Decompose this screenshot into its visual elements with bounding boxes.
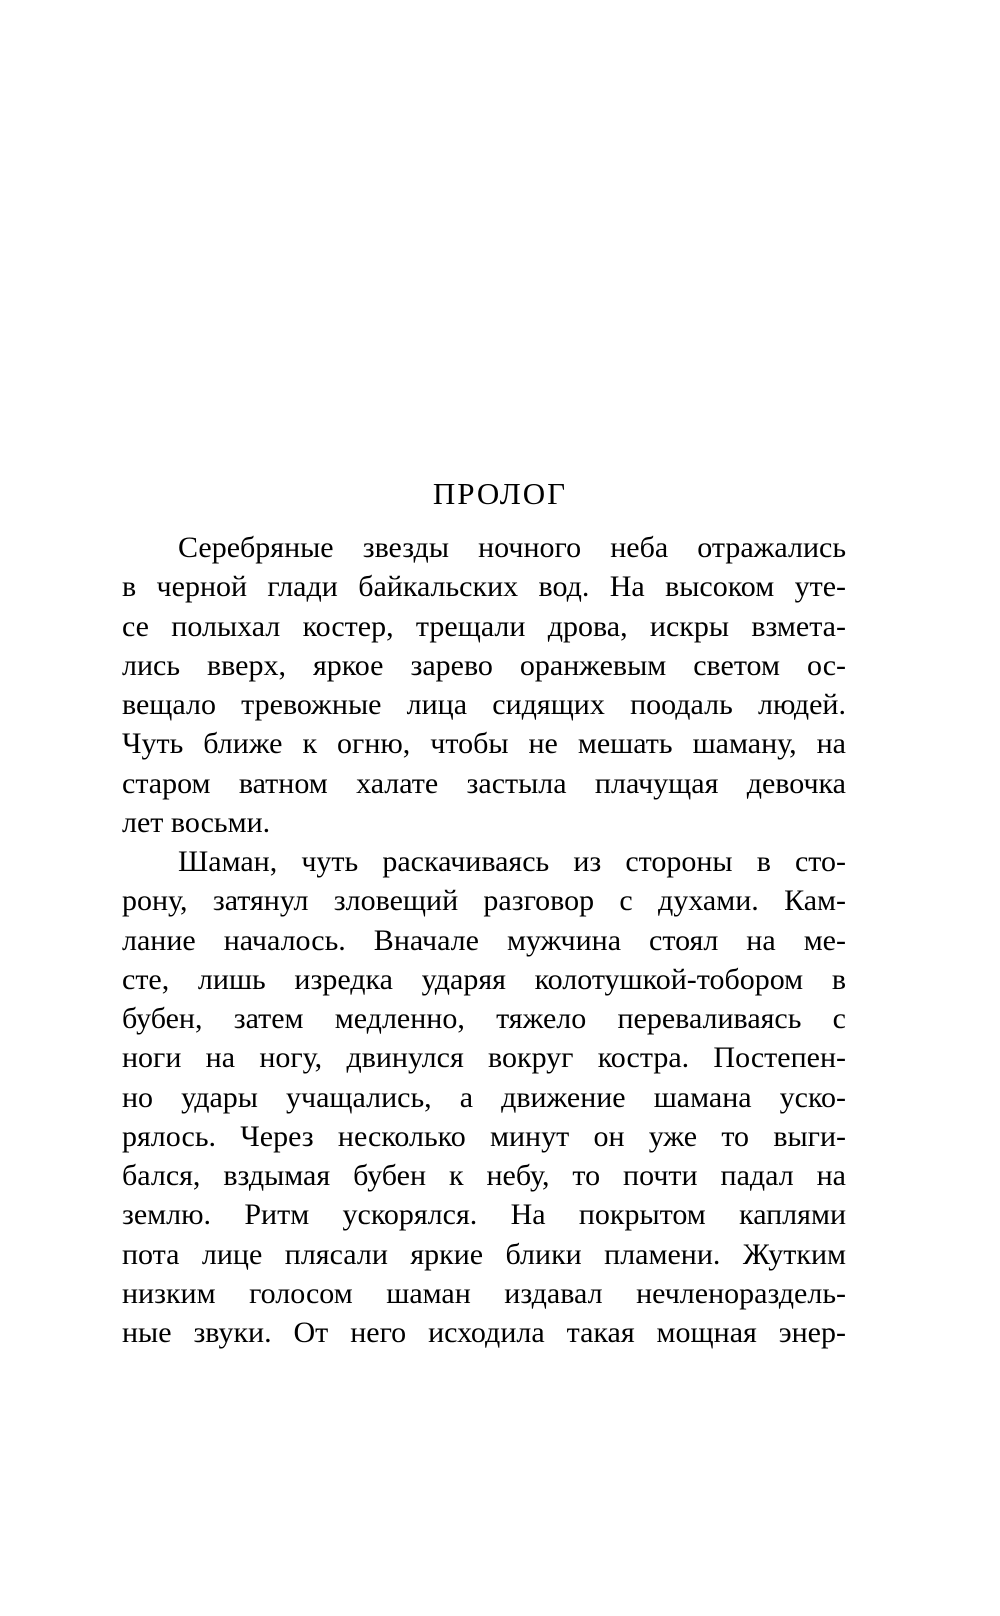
body-text [122,528,846,1352]
text-line: лет восьми. [122,805,271,839]
text-line: Чуть ближе к огню, чтобы не мешать шаману, на [122,727,846,761]
paragraph-2 [122,842,846,1352]
text-line: бался, вздымая бубен к небу, то почти падал на [122,1159,846,1192]
text-line: старом ватном халате застыла плачущая девочка [122,766,846,800]
text-line: низким голосом шаман издавал нечленораздель- [122,1276,846,1310]
text-line: пота лице плясали яркие блики пламени. Жутким [122,1237,846,1271]
text-line: бубен, затем медленно, тяжело переваливаясь с [122,1002,846,1035]
text-line: ноги на ногу, двинулся вокруг костра. Постепен- [122,1041,846,1075]
paragraph-1 [122,528,846,842]
chapter-title: ПРОЛОГ [432,476,568,511]
text-line: сте, лишь изредка ударяя колотушкой-тобором в [122,962,846,996]
text-line: но удары учащались, а движение шамана уско- [122,1080,846,1114]
text-line: ные звуки. От него исходила такая мощная энер- [122,1316,846,1349]
text-line: землю. Ритм ускорялся. На покрытом каплями [122,1198,846,1232]
text-line: рялось. Через несколько минут он уже то выги- [122,1119,846,1153]
text-line: лись вверх, яркое зарево оранжевым светом ос- [122,648,846,682]
text-line: рону, затянул зловещий разговор с духами. Кам- [122,884,846,918]
text-line: вещало тревожные лица сидящих поодаль людей. [122,688,846,721]
text-line: Шаман, чуть раскачиваясь из стороны в сто- [178,845,846,878]
text-line: се полыхал костер, трещали дрова, искры взмета- [122,609,846,643]
text-line: в черной глади байкальских вод. На высоком уте- [122,570,846,604]
text-line: лание началось. Вначале мужчина стоял на ме- [122,923,846,957]
text-line: Серебряные звезды ночного неба отражались [178,531,846,564]
